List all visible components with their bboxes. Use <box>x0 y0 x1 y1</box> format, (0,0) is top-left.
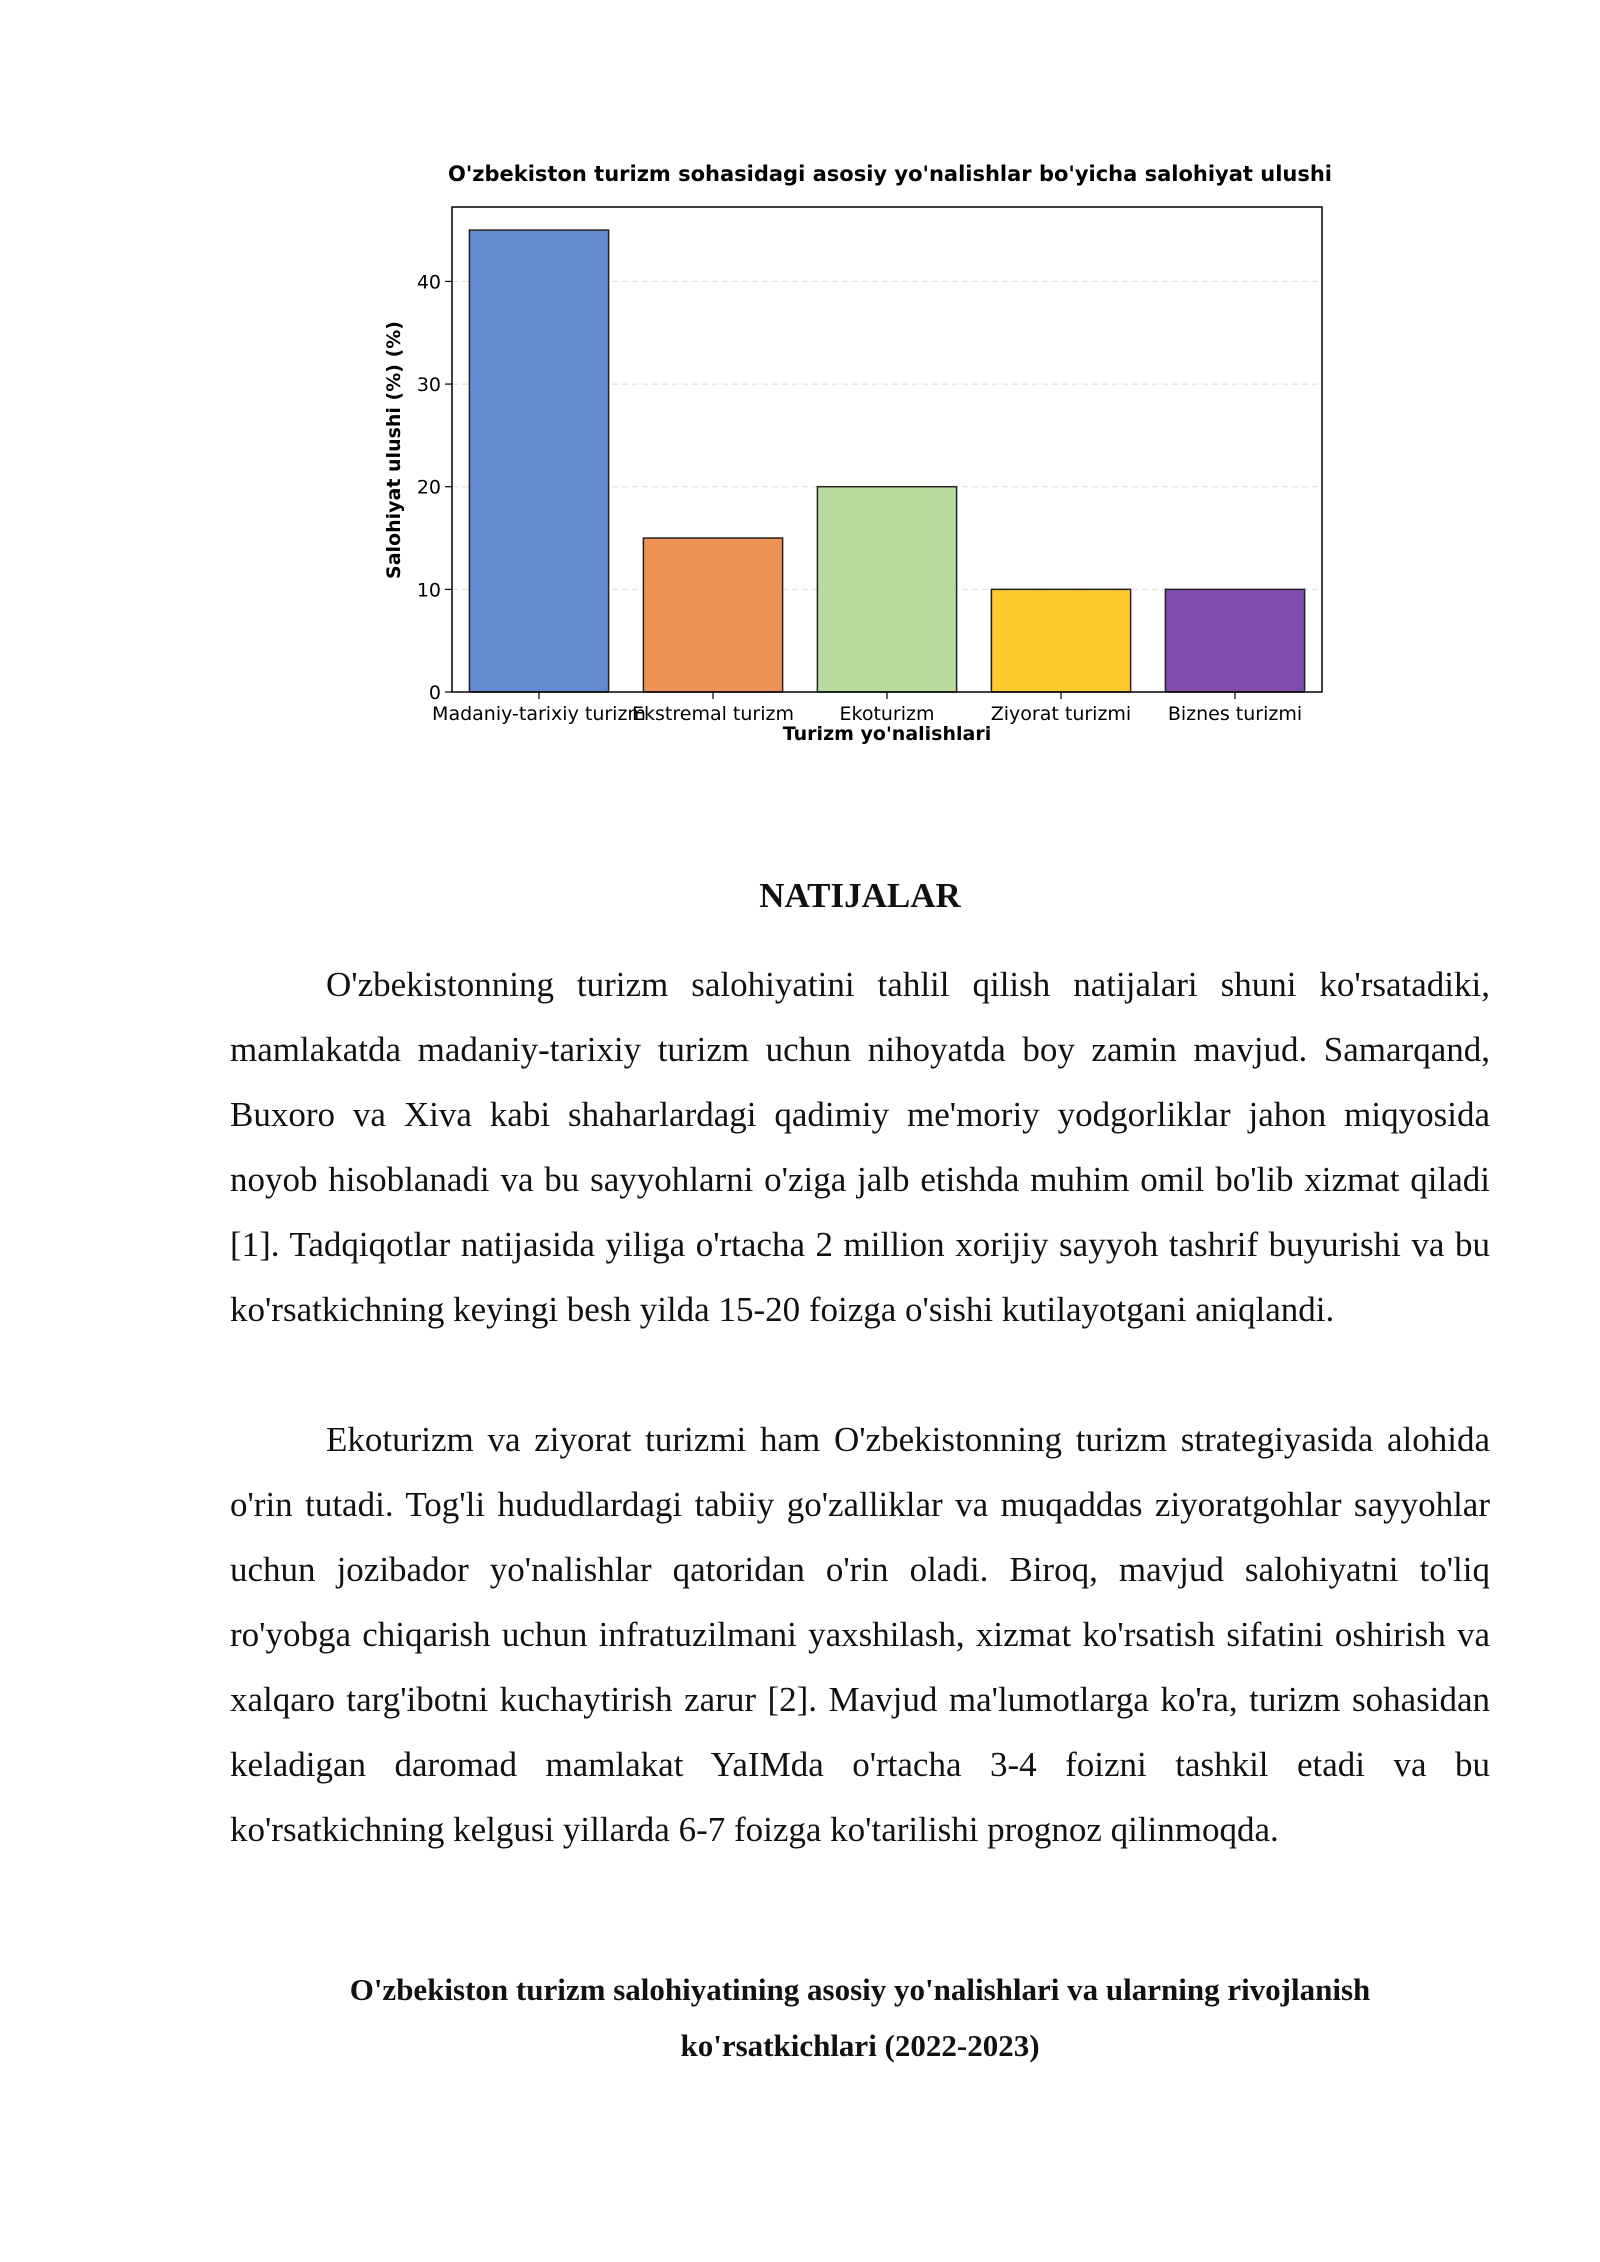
x-axis-ticks <box>432 692 1302 725</box>
y-axis-label: Salohiyat ulushi (%) (%) <box>383 321 405 579</box>
body-paragraph: Ekoturizm va ziyorat turizmi ham O'zbekistonning turizm strategiyasida alohida o'rin tutadi. Tog'li hududlardagi tabiiy go'zalliklar va muqaddas ziyoratgohlar sayyohlar uchun jozibador yo'nalishlar qatoridan o'rin oladi. Biroq, mavjud salohiyatni to'liq ro'yobga chiqarish uchun infratuzilmani yaxshilash, xizmat ko'rsatish sifatini oshirish va xalqaro targ'ibotni kuchaytirish zarur [2]. Mavjud ma'lumotlarga ko'ra, turizm sohasidan keladigan daromad mamlakat YaIMda o'rtacha 3-4 foizni tashkil etadi va bu ko'rsatkichning kelgusi yillarda 6-7 foizga ko'tarilishi prognoz qilinmoqda. <box>230 1420 1490 1849</box>
bar-0 <box>469 230 608 692</box>
table-caption-line: ko'rsatkichlari (2022-2023) <box>680 2028 1040 2063</box>
y-tick-label: 0 <box>428 682 441 704</box>
body-paragraph: O'zbekistonning turizm salohiyatini tahlil qilish natijalari shuni ko'rsatadiki, mamlakatda madaniy-tarixiy turizm uchun nihoyatda boy zamin mavjud. Samarqand, Buxoro va Xiva kabi shaharlardagi qadimiy me'moriy yodgorliklar jahon miqyosida noyob hisoblanadi va bu sayyohlarni o'ziga jalb etishda muhim omil bo'lib xizmat qiladi [1]. Tadqiqotlar natijasida yiliga o'rtacha 2 million xorijiy sayyoh tashrif buyurishi va bu ko'rsatkichning keyingi besh yilda 15-20 foizga o'sishi kutilayotgani aniqlandi. <box>230 965 1490 1329</box>
section-heading: NATIJALAR <box>759 876 961 915</box>
x-tick-label: Ekstremal turizm <box>632 703 794 725</box>
table-caption-line: O'zbekiston turizm salohiyatining asosiy yo'nalishlari va ularning rivojlanish <box>349 1972 1371 2007</box>
y-tick-label: 40 <box>416 271 441 294</box>
bar-chart-figure <box>370 150 1350 770</box>
y-axis-ticks <box>417 271 452 704</box>
x-tick-label: Ziyorat turizmi <box>990 703 1132 725</box>
chart-title: O'zbekiston turizm sohasidagi asosiy yo'nalishlar bo'yicha salohiyat ulushi <box>447 162 1333 186</box>
bar-4 <box>1165 589 1304 692</box>
y-tick-label: 30 <box>416 374 441 397</box>
x-tick-label: Madaniy-tarixiy turizm <box>432 703 646 725</box>
x-tick-label: Biznes turizmi <box>1167 703 1303 725</box>
x-axis-label: Turizm yo'nalishlari <box>782 723 992 745</box>
y-tick-label: 10 <box>416 579 441 602</box>
bar-1 <box>643 538 782 692</box>
y-tick-label: 20 <box>416 476 441 499</box>
bar-3 <box>991 589 1130 692</box>
bar-chart <box>370 150 1350 770</box>
bars <box>469 230 1304 692</box>
x-tick-label: Ekoturizm <box>839 703 935 725</box>
bar-2 <box>817 487 956 692</box>
table-caption <box>300 1962 1420 2074</box>
